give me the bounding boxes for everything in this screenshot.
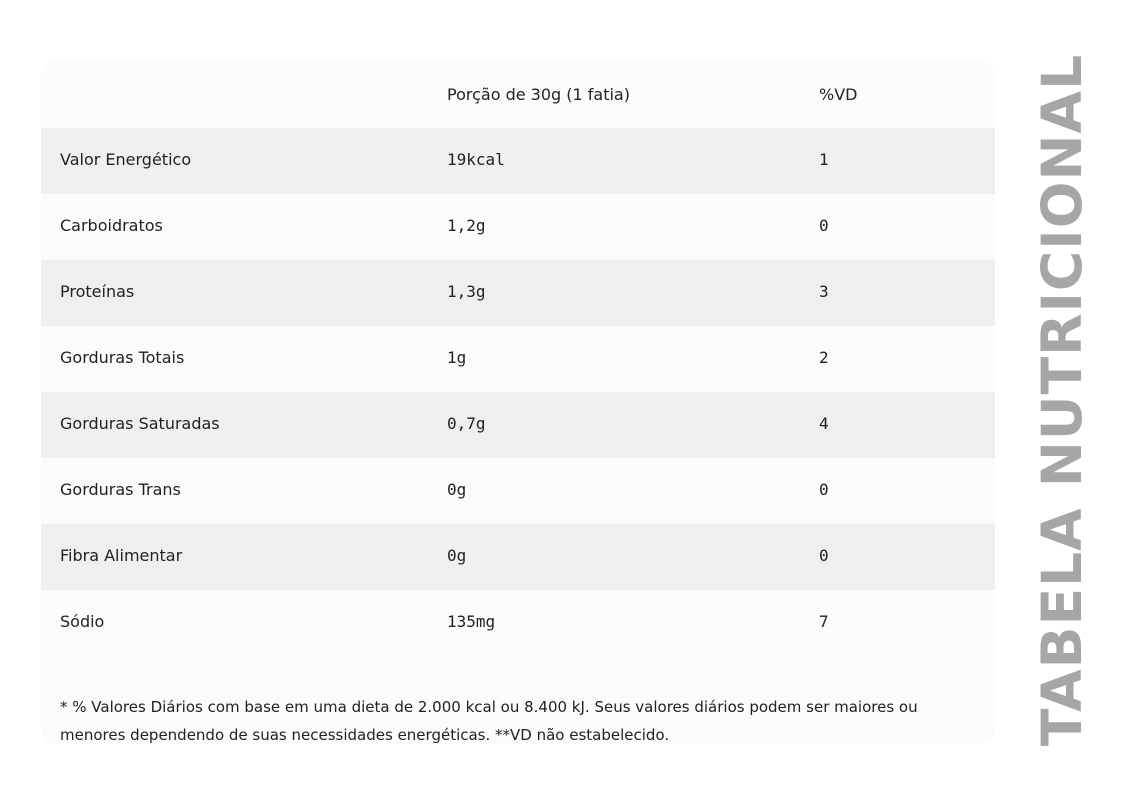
nutrient-name: Sódio	[60, 612, 105, 631]
nutrient-amount: 1g	[447, 348, 467, 367]
table-footnote: * % Valores Diários com base em uma dieta de 2.000 kcal ou 8.400 kJ. Seus valores diários podem ser maiores ou menores dependendo de suas necessidades energéticas. **VD não estabelecido.	[60, 698, 918, 744]
header-portion: Porção de 30g (1 fatia)	[447, 85, 630, 104]
nutrient-name: Gorduras Saturadas	[60, 414, 220, 433]
nutrient-name: Valor Energético	[60, 150, 192, 169]
table-row	[41, 458, 995, 524]
nutrient-name: Gorduras Totais	[60, 348, 185, 367]
nutrient-amount: 1,3g	[447, 282, 486, 301]
table-row	[41, 260, 995, 326]
table-row	[41, 524, 995, 590]
header-vd: %VD	[819, 85, 858, 104]
table-row	[41, 128, 995, 194]
nutrient-vd: 4	[819, 414, 829, 433]
table-row	[41, 590, 995, 656]
table-row	[41, 392, 995, 458]
nutrient-name: Carboidratos	[60, 216, 163, 235]
table-row	[41, 194, 995, 260]
nutrient-amount: 0g	[447, 480, 467, 499]
nutrient-vd: 2	[819, 348, 829, 367]
nutrient-vd: 0	[819, 480, 829, 499]
table-body	[41, 128, 995, 656]
nutrition-table-card	[41, 60, 995, 744]
nutrient-name: Fibra Alimentar	[60, 546, 183, 565]
table-header-row	[41, 60, 995, 128]
nutrient-vd: 1	[819, 150, 829, 169]
nutrient-vd: 0	[819, 546, 829, 565]
nutrient-amount: 135mg	[447, 612, 496, 631]
nutrient-amount: 1,2g	[447, 216, 486, 235]
nutrient-vd: 3	[819, 282, 829, 301]
nutrient-name: Proteínas	[60, 282, 135, 301]
nutrient-amount: 0,7g	[447, 414, 486, 433]
nutrient-vd: 7	[819, 612, 829, 631]
nutrient-vd: 0	[819, 216, 829, 235]
nutrient-amount: 19kcal	[447, 150, 505, 169]
nutrient-amount: 0g	[447, 546, 467, 565]
side-title: TABELA NUTRICIONAL	[1030, 53, 1094, 747]
table-row	[41, 326, 995, 392]
nutrient-name: Gorduras Trans	[60, 480, 181, 499]
